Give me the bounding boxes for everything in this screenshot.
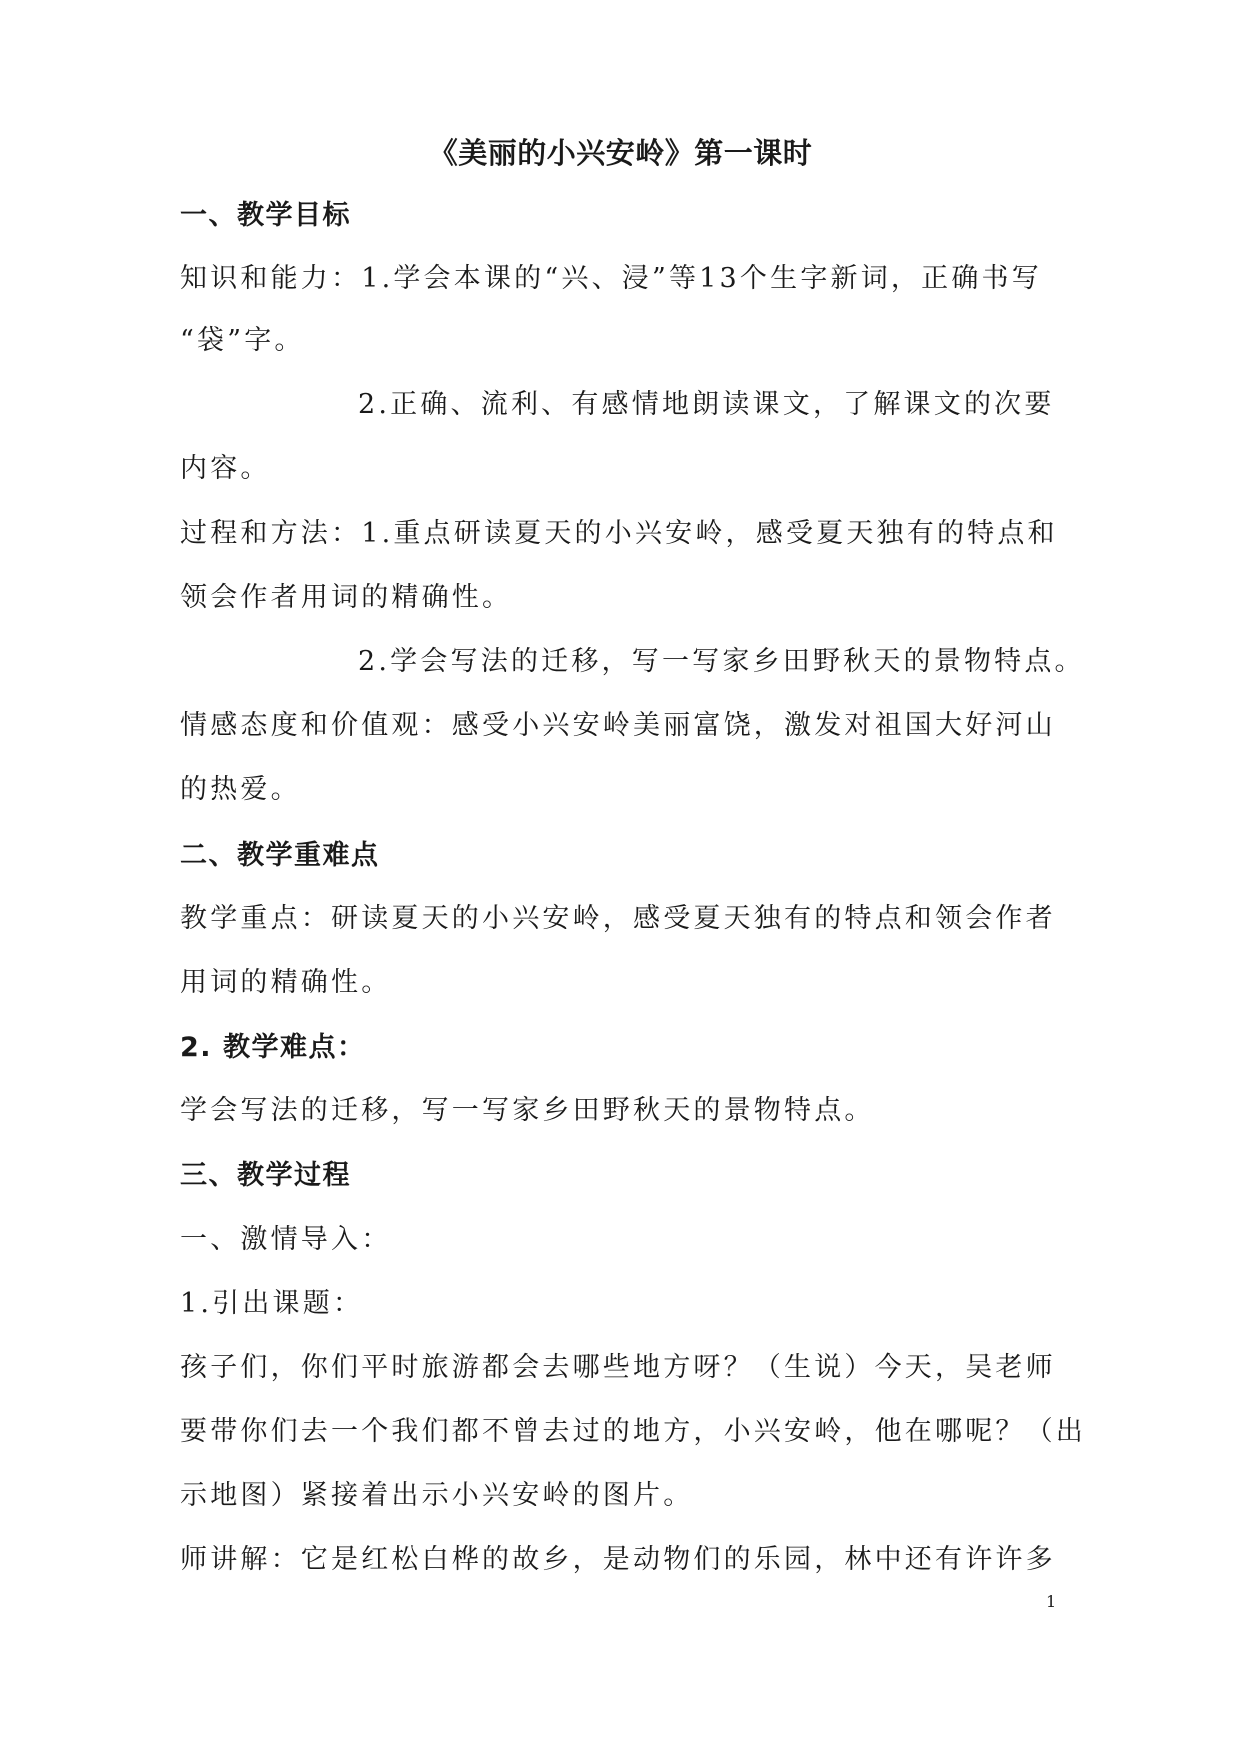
paragraph-line: 示地图）紧接着出示小兴安岭的图片。 [180, 1480, 694, 1511]
paragraph-line: 情感态度和价值观：感受小兴安岭美丽富饶，激发对祖国大好河山 [180, 710, 1056, 741]
paragraph-line: 一、激情导入： [180, 1224, 392, 1255]
paragraph-line: 用词的精确性。 [180, 967, 392, 998]
paragraph-line: 过程和方法：1.重点研读夏天的小兴安岭，感受夏天独有的特点和 [180, 518, 1058, 549]
paragraph-line: “袋”字。 [180, 325, 305, 356]
paragraph-line: 2.学会写法的迁移，写一写家乡田野秋天的景物特点。 [358, 646, 1085, 677]
section-heading-teaching-goals: 一、教学目标 [180, 200, 351, 231]
paragraph-line: 内容。 [180, 453, 271, 484]
paragraph-line: 1.引出课题： [180, 1288, 364, 1319]
paragraph-line: 师讲解：它是红松白桦的故乡，是动物们的乐园，林中还有许许多 [180, 1544, 1056, 1575]
paragraph-line: 2.正确、流利、有感情地朗读课文，了解课文的次要 [358, 389, 1055, 420]
paragraph-line: 知识和能力：1.学会本课的“兴、浸”等13个生字新词，正确书写 [180, 263, 1042, 294]
subheading-difficulty: 2. 教学难点： [180, 1032, 366, 1063]
paragraph-line: 领会作者用词的精确性。 [180, 582, 513, 613]
paragraph-line: 的热爱。 [180, 774, 301, 805]
paragraph-line: 学会写法的迁移，写一写家乡田野秋天的景物特点。 [180, 1095, 875, 1126]
document-title: 《美丽的小兴安岭》第一课时 [428, 136, 813, 170]
section-heading-teaching-process: 三、教学过程 [180, 1160, 351, 1191]
page-number: 1 [1046, 1592, 1057, 1611]
paragraph-line: 孩子们，你们平时旅游都会去哪些地方呀？（生说）今天，吴老师 [180, 1352, 1056, 1383]
section-heading-key-points: 二、教学重难点 [180, 840, 380, 871]
paragraph-line: 要带你们去一个我们都不曾去过的地方，小兴安岭，他在哪呢？（出 [180, 1416, 1086, 1447]
paragraph-line: 教学重点：研读夏天的小兴安岭，感受夏天独有的特点和领会作者 [180, 903, 1056, 934]
